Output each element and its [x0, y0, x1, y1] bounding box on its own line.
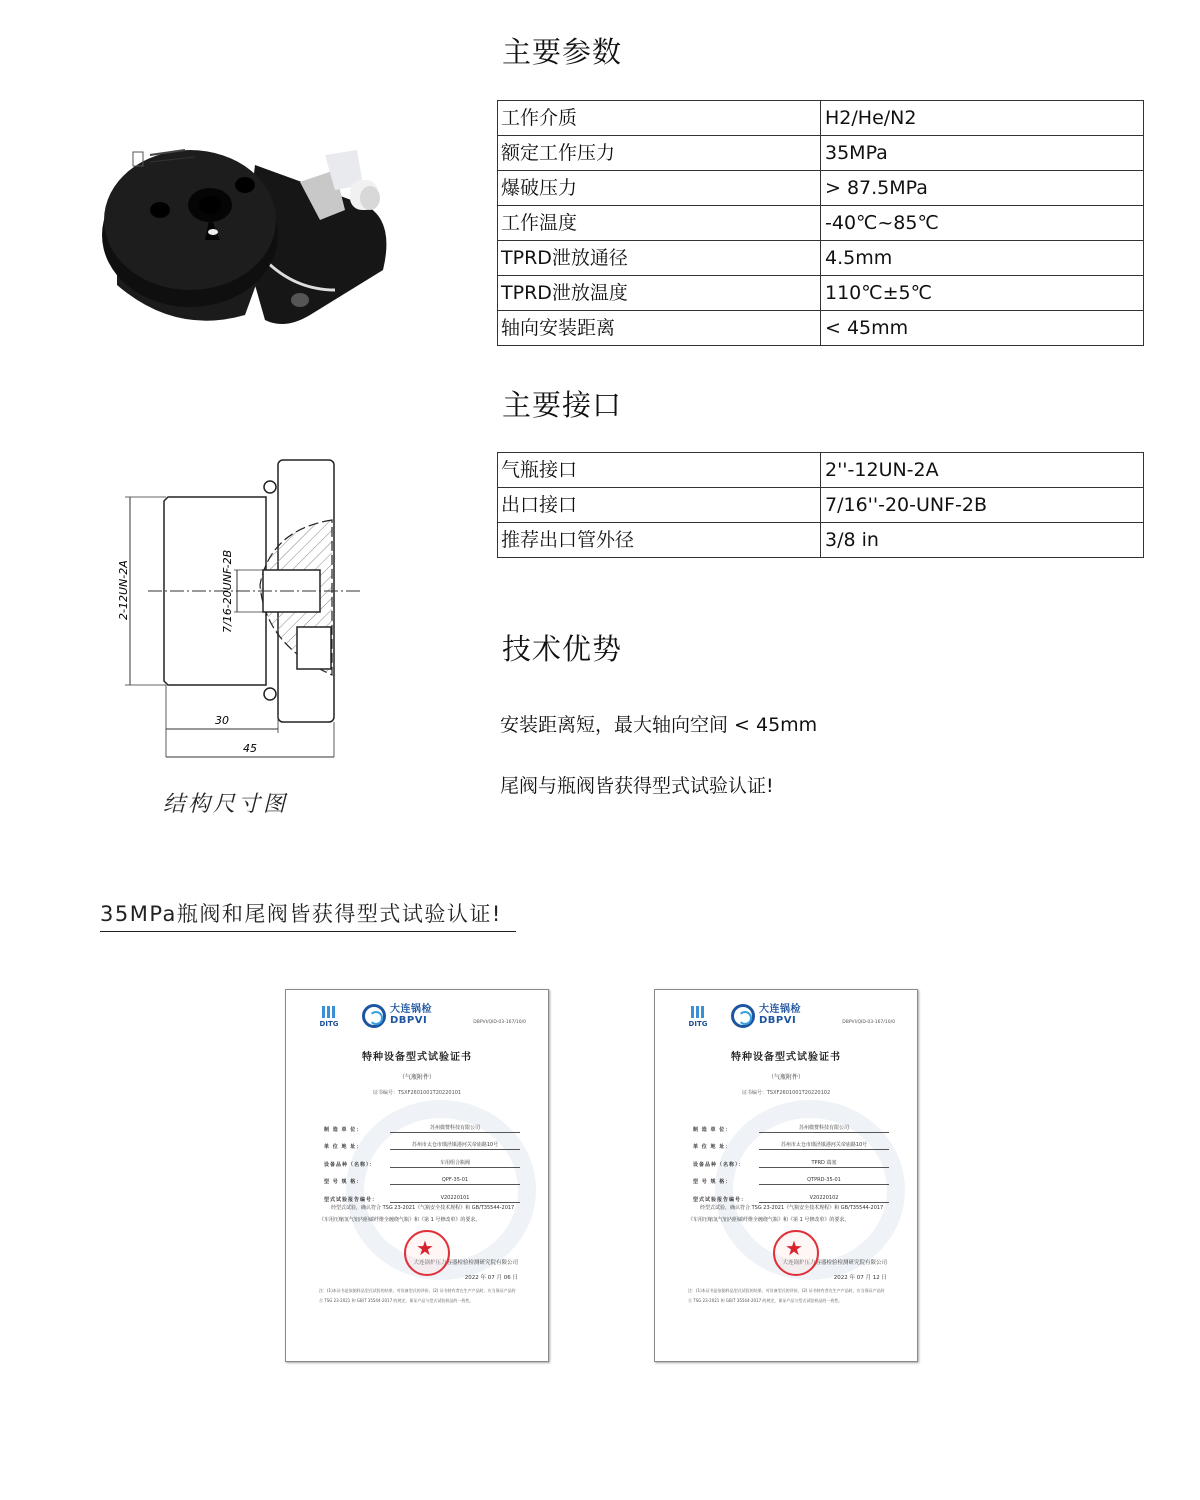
ditg-logo: DITG — [316, 1006, 342, 1028]
section-title-params: 主要参数 — [502, 35, 623, 69]
param-value: < 45mm — [821, 311, 1144, 346]
certificate-fields — [693, 1115, 889, 1203]
interface-label: 气瓶接口 — [498, 453, 821, 488]
certificate-tprd-plug — [654, 989, 918, 1362]
param-label: TPRD泄放温度 — [498, 276, 821, 311]
certificate-notes: 注：(1)本证书是依据样品型式试验的结果，对设备型式的评价。(2) 证书持有者在生产产品时，应当保证产品符合 TSG 23-2021 和 GB/T 35544-2017 的规定，保证产品与型式试验样品的一致性。 — [688, 1288, 885, 1303]
field-row: 单 位 地 址： 苏州市太仓市璜泾镇港河关帝庙路10号 — [324, 1133, 520, 1151]
dim-thread-outlet: 7/16-20UNF-2B — [221, 549, 234, 633]
drawing-caption: 结构尺寸图 — [163, 792, 289, 817]
dbpvi-logo-text: 大连锅检 DBPVI — [759, 1004, 801, 1026]
section-title-advantages: 技术优势 — [502, 632, 623, 666]
table-row — [498, 241, 1144, 276]
certificate-body: 经型式试验，确认符合 TSG 23-2021《气瓶安全技术规程》和 GB/T35544-2017《车用压缩氢气铝内胆碳纤维全缠绕气瓶》和《第 1 号修改单》的要求。 — [688, 1205, 884, 1223]
field-row: 制 造 单 位： 苏州微赞科技有限公司 — [693, 1115, 889, 1133]
product-photo — [95, 110, 395, 345]
param-value: 35MPa — [821, 136, 1144, 171]
certificates-heading: 35MPa瓶阀和尾阀皆获得型式试验认证! — [100, 898, 516, 932]
dim-30: 30 — [215, 714, 229, 727]
certificate-title: 特种设备型式试验证书 — [362, 1052, 472, 1063]
table-row — [498, 171, 1144, 206]
field-row: 型 号 规 格： QPF-35-01 — [324, 1168, 520, 1186]
issue-date: 2022 年 07 月 12 日 — [833, 1275, 887, 1281]
section-title-interfaces: 主要接口 — [502, 388, 623, 422]
certificate-fields — [324, 1115, 520, 1203]
issuer: 大连锅炉压力容器检验检测研究院有限公司 — [413, 1260, 518, 1266]
table-row — [498, 136, 1144, 171]
official-seal-icon — [773, 1230, 819, 1276]
interface-label: 出口接口 — [498, 488, 821, 523]
param-label: 爆破压力 — [498, 171, 821, 206]
certificate-body: 经型式试验，确认符合 TSG 23-2021《气瓶安全技术规程》和 GB/T35544-2017《车用压缩氢气铝内胆碳纤维全缠绕气瓶》和《第 1 号修改单》的要求。 — [319, 1205, 515, 1223]
certificate-number: 证书编号：TSXF2601001T20220101 — [372, 1090, 462, 1096]
field-row: 制 造 单 位： 苏州微赞科技有限公司 — [324, 1115, 520, 1133]
interface-value: 3/8 in — [821, 523, 1144, 558]
structure-dimension-drawing — [100, 445, 360, 775]
table-row — [498, 311, 1144, 346]
table-row — [498, 488, 1144, 523]
param-label: 工作温度 — [498, 206, 821, 241]
dbpvi-logo-icon — [731, 1004, 755, 1028]
ditg-logo: DITG — [685, 1006, 711, 1028]
issuer: 大连锅炉压力容器检验检测研究院有限公司 — [782, 1260, 887, 1266]
official-seal-icon — [404, 1230, 450, 1276]
table-row — [498, 101, 1144, 136]
param-value: -40℃~85℃ — [821, 206, 1144, 241]
param-label: 额定工作压力 — [498, 136, 821, 171]
params-table — [497, 100, 1144, 346]
interface-value: 2''-12UN-2A — [821, 453, 1144, 488]
param-label: 工作介质 — [498, 101, 821, 136]
certificate-title: 特种设备型式试验证书 — [731, 1052, 841, 1063]
field-row: 型 号 规 格： QTPRD-35-01 — [693, 1168, 889, 1186]
field-row: 单 位 地 址： 苏州市太仓市璜泾镇港河关帝庙路10号 — [693, 1133, 889, 1151]
dim-45: 45 — [243, 742, 257, 755]
certificate-notes: 注：(1)本证书是依据样品型式试验的结果，对设备型式的评价。(2) 证书持有者在生产产品时，应当保证产品符合 TSG 23-2021 和 GB/T 35544-2017 的规定，保证产品与型式试验样品的一致性。 — [319, 1288, 516, 1303]
param-value: > 87.5MPa — [821, 171, 1144, 206]
field-row: 设备品种（名称）： TPRD 端塞 — [693, 1150, 889, 1168]
dim-thread-main: 2-12UN-2A — [117, 560, 130, 620]
table-row — [498, 523, 1144, 558]
doc-number: DBPVI/QID-03-167/10/0 — [842, 1020, 895, 1025]
table-row — [498, 453, 1144, 488]
interface-label: 推荐出口管外径 — [498, 523, 821, 558]
param-label: 轴向安装距离 — [498, 311, 821, 346]
dbpvi-logo-icon — [362, 1004, 386, 1028]
field-row: 设备品种（名称）： 车用组合瓶阀 — [324, 1150, 520, 1168]
certificate-subtitle: （气瓶附件） — [767, 1074, 804, 1081]
doc-number: DBPVI/QID-03-167/10/0 — [473, 1020, 526, 1025]
param-value: H2/He/N2 — [821, 101, 1144, 136]
certificate-bottle-valve — [285, 989, 549, 1362]
advantage-item: 安装距离短，最大轴向空间 < 45mm — [500, 714, 818, 736]
issue-date: 2022 年 07 月 06 日 — [464, 1275, 518, 1281]
certificate-number: 证书编号：TSXF2601001T20220102 — [741, 1090, 831, 1096]
table-row — [498, 206, 1144, 241]
advantage-item: 尾阀与瓶阀皆获得型式试验认证! — [500, 775, 774, 797]
field-row: 型式试验报告编号： V20220101 — [324, 1185, 520, 1203]
certificate-subtitle: （气瓶附件） — [398, 1074, 435, 1081]
dbpvi-logo-text: 大连锅检 DBPVI — [390, 1004, 432, 1026]
interface-value: 7/16''-20-UNF-2B — [821, 488, 1144, 523]
field-row: 型式试验报告编号： V20220102 — [693, 1185, 889, 1203]
param-label: TPRD泄放通径 — [498, 241, 821, 276]
interfaces-table — [497, 452, 1144, 558]
table-row — [498, 276, 1144, 311]
param-value: 4.5mm — [821, 241, 1144, 276]
param-value: 110℃±5℃ — [821, 276, 1144, 311]
